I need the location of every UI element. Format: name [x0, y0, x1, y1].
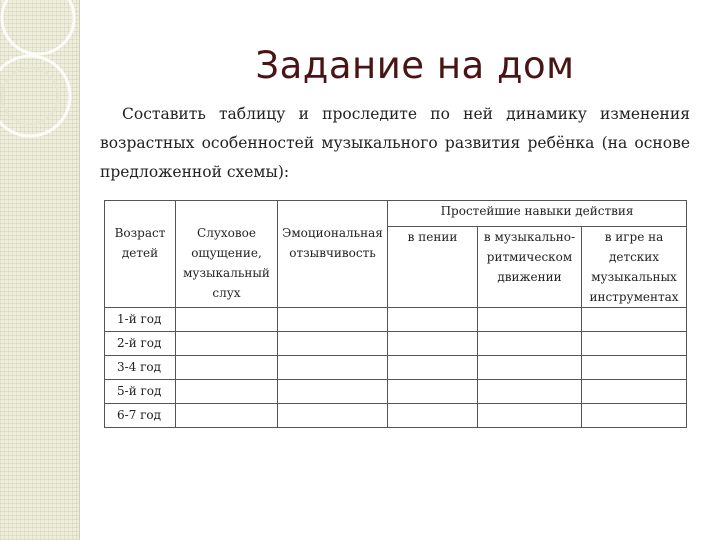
table-cell	[582, 356, 687, 380]
table-cell	[176, 356, 278, 380]
table-cell	[478, 404, 582, 428]
table-cell	[278, 356, 388, 380]
table-cell	[388, 308, 478, 332]
table-row	[105, 380, 687, 404]
row-label: 6-7 год	[105, 404, 176, 428]
table-row	[105, 404, 687, 428]
header-age: Возраст детей	[105, 201, 176, 308]
table-cell	[278, 380, 388, 404]
table-cell	[388, 332, 478, 356]
table-cell	[388, 356, 478, 380]
table-cell	[582, 404, 687, 428]
table-row	[105, 356, 687, 380]
table-cell	[176, 332, 278, 356]
table-row	[105, 308, 687, 332]
table-cell	[278, 332, 388, 356]
table-cell	[278, 308, 388, 332]
header-emotion: Эмоциональная отзывчивость	[278, 201, 388, 308]
row-label: 1-й год	[105, 308, 176, 332]
table-cell	[478, 356, 582, 380]
table-cell	[388, 404, 478, 428]
row-label: 3-4 год	[105, 356, 176, 380]
header-hearing: Слуховое ощущение, музыкальный слух	[176, 201, 278, 308]
task-paragraph: Составить таблицу и проследите по ней динамику изменения возрастных особенностей музыкального развития ребёнка (на основе предложенной схемы):	[100, 105, 690, 181]
table-cell	[478, 380, 582, 404]
row-label: 2-й год	[105, 332, 176, 356]
table-cell	[176, 308, 278, 332]
table-cell	[478, 332, 582, 356]
header-instruments: в игре на детских музыкальных инструментах	[582, 227, 687, 308]
header-simple-skills: Простейшие навыки действия	[388, 201, 687, 227]
table-cell	[582, 308, 687, 332]
table-cell	[478, 308, 582, 332]
table-cell	[388, 380, 478, 404]
table-cell	[176, 404, 278, 428]
table-cell	[176, 380, 278, 404]
row-label: 5-й год	[105, 380, 176, 404]
page-title: Задание на дом	[255, 44, 575, 87]
table-cell	[582, 380, 687, 404]
table-cell	[278, 404, 388, 428]
table-row	[105, 332, 687, 356]
homework-table	[104, 200, 687, 428]
header-rhythmic-movement: в музыкально-ритмическом движении	[478, 227, 582, 308]
header-singing: в пении	[388, 227, 478, 308]
table-cell	[582, 332, 687, 356]
